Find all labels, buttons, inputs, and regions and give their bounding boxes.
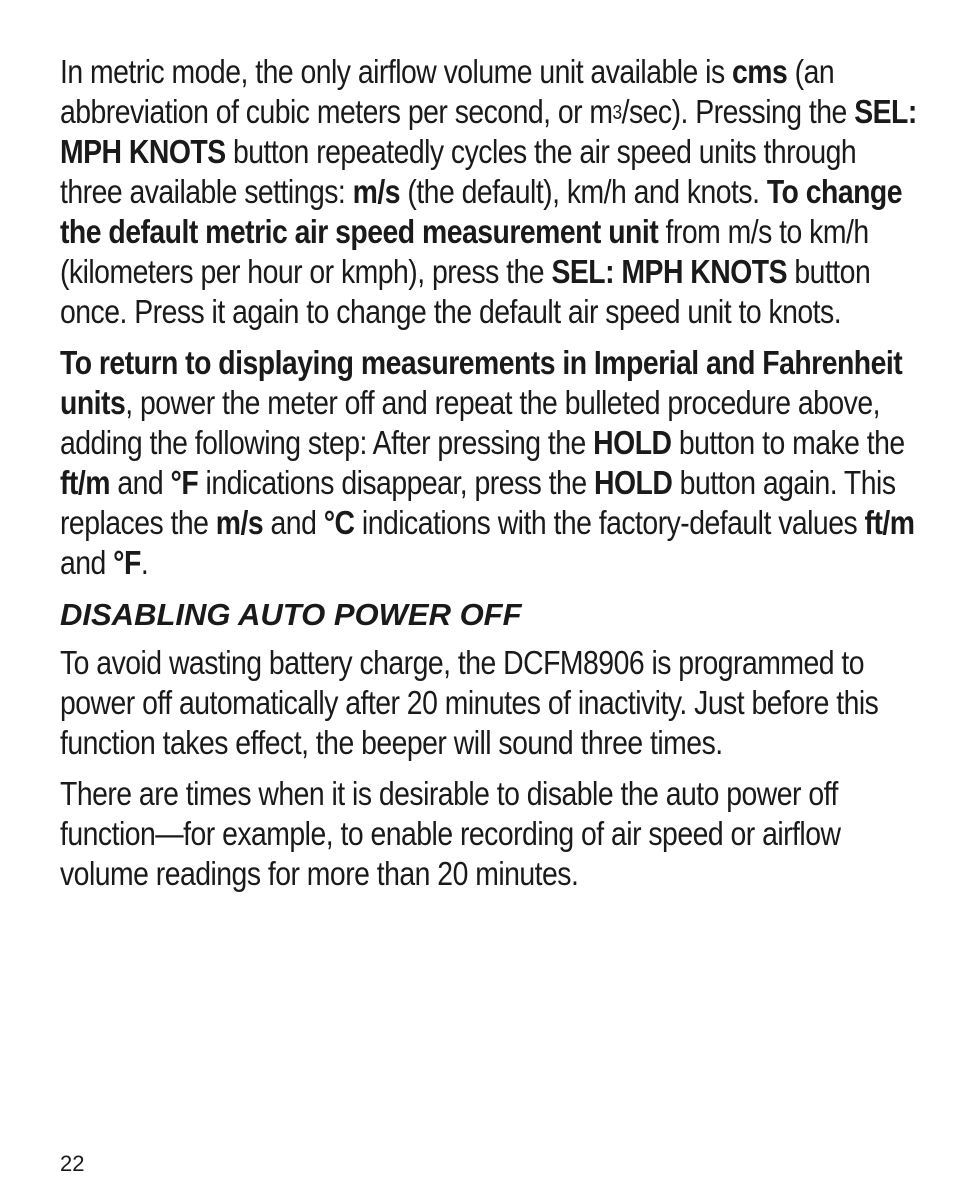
page-number: 22 (60, 1151, 85, 1176)
imperial-text-1: , power the meter off and repeat the bulleted procedure above, adding the following step: After pressing the (60, 384, 880, 461)
imperial-text-4: button again. This replaces the (60, 464, 896, 541)
section-heading: DISABLING AUTO POWER OFF (60, 597, 522, 632)
imperial-and-3: and (60, 544, 114, 581)
degc-unit: °C (323, 504, 355, 541)
hold-button-name: HOLD (593, 424, 672, 461)
hold-button-name-2: HOLD (593, 464, 673, 501)
metric-mode-paragraph (60, 52, 920, 332)
sel-mph-knots-button-name: SEL: MPH KNOTS (60, 93, 917, 170)
degf-unit: °F (170, 464, 199, 501)
sel-mph-knots-button-name-2: SEL: MPH KNOTS (551, 253, 788, 290)
metric-text-6: from m/s to km/h (kilometers per hour or kmph), press the (60, 213, 869, 290)
auto-off-description-paragraph: To avoid wasting battery charge, the DCFM8906 is programmed to power off automatically after 20 minutes of inactivity. Just before this function takes effect, the beeper will sound three times. (60, 644, 879, 761)
ftm-unit: ft/m (60, 464, 110, 501)
ms-unit: m/s (352, 173, 401, 210)
metric-text-2: (an abbreviation of cubic meters per second, or m (60, 53, 835, 130)
imperial-text-2: button to make the (671, 424, 905, 461)
imperial-return-instruction: To return to displaying measurements in Imperial and Fahrenheit units (60, 344, 903, 421)
cubed-superscript: 3 (612, 102, 622, 124)
imperial-and-2: and (263, 504, 324, 541)
cms-unit: cms (732, 53, 788, 90)
metric-text-3: /sec). Pressing the (621, 93, 855, 130)
metric-text-7: button once. Press it again to change the default air speed unit to knots. (60, 253, 871, 330)
ms-unit-2: m/s (215, 504, 264, 541)
ftm-unit-2: ft/m (864, 504, 915, 541)
manual-page-content (60, 52, 920, 905)
imperial-text-6: . (140, 544, 149, 581)
metric-text-5: (the default), km/h and knots. (400, 173, 767, 210)
imperial-text-5: indications with the factory-default values (354, 504, 865, 541)
change-default-unit-instruction: To change the default metric air speed measurement unit (60, 173, 902, 250)
degf-unit-2: °F (113, 544, 141, 581)
imperial-and-1: and (109, 464, 171, 501)
disable-auto-off-paragraph: There are times when it is desirable to disable the auto power off function—for example, to enable recording of air speed or airflow volume readings for more than 20 minutes. (60, 775, 841, 892)
metric-text-1: In metric mode, the only airflow volume unit available is (60, 53, 733, 90)
imperial-return-paragraph (60, 343, 920, 583)
metric-text-4: button repeatedly cycles the air speed units through three available settings: (60, 133, 857, 210)
imperial-text-3: indications disappear, press the (198, 464, 594, 501)
